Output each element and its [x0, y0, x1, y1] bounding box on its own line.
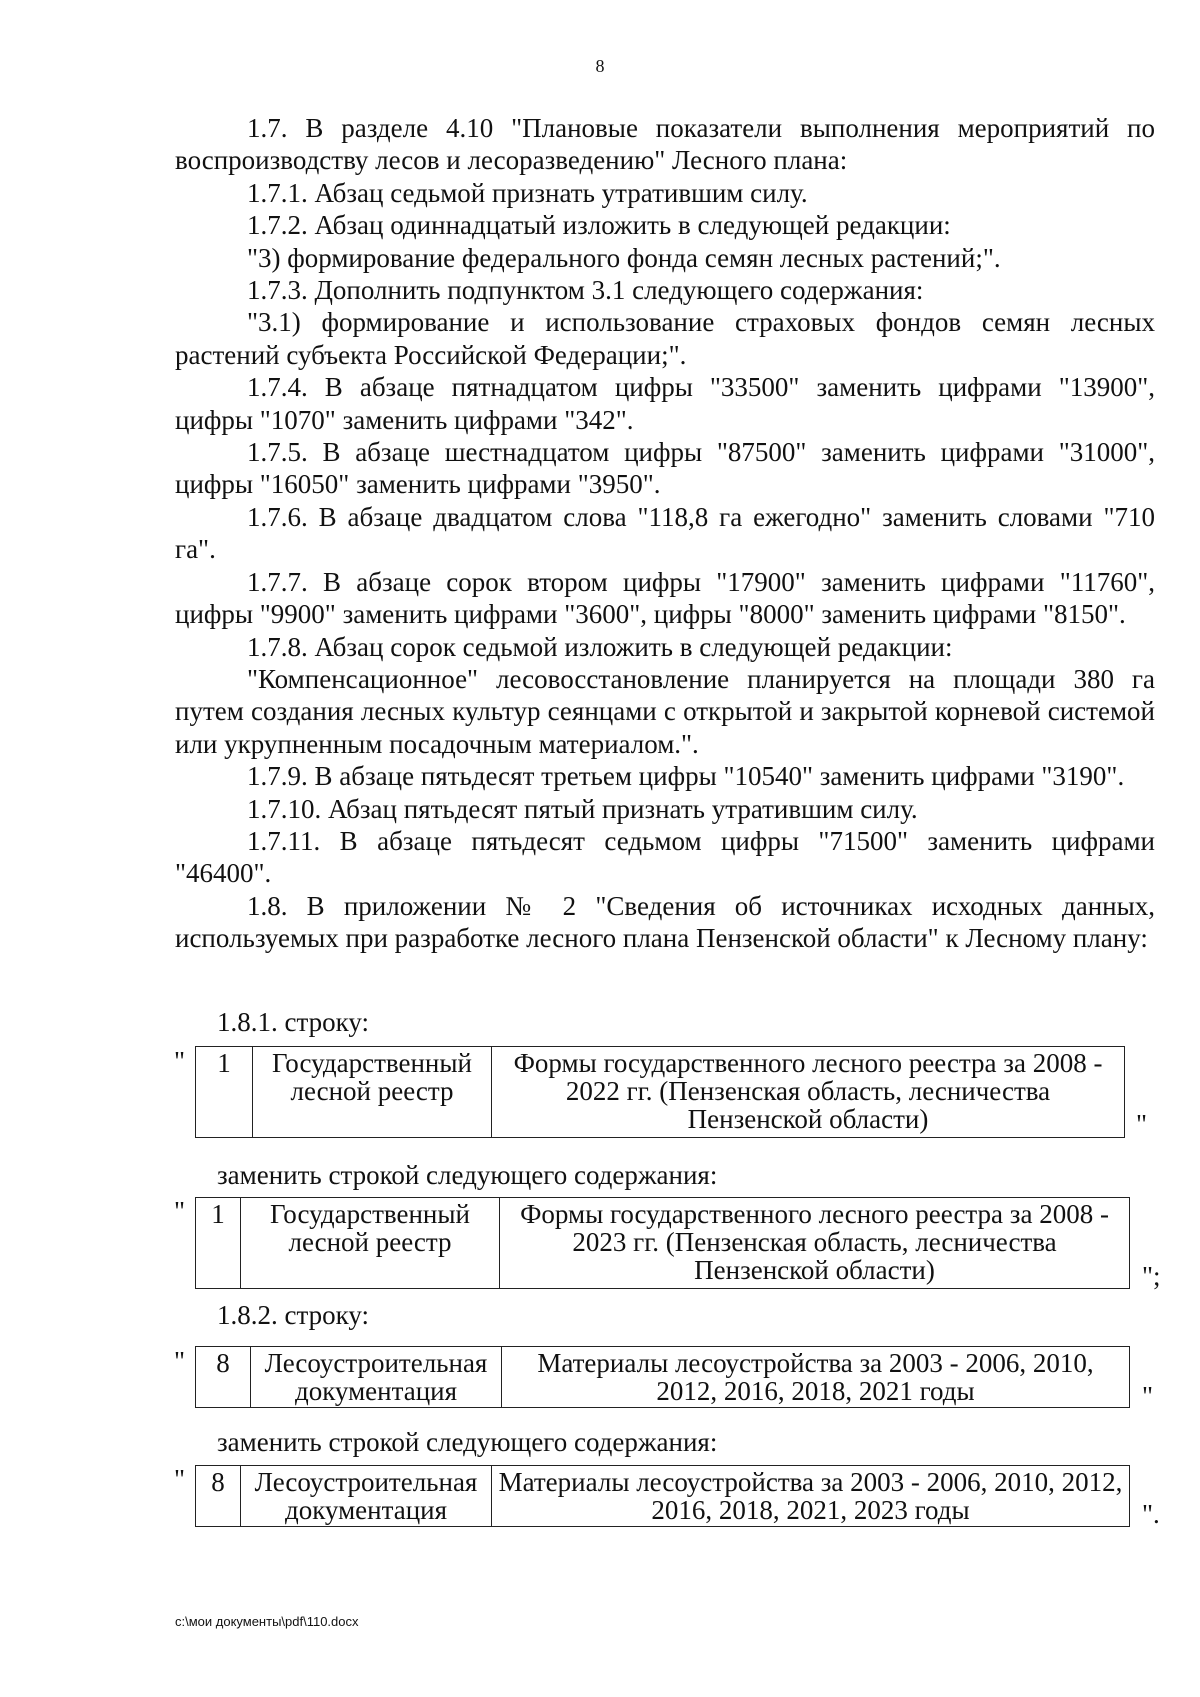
paragraph-1-7-5: 1.7.5. В абзаце шестнадцатом цифры "87500" заменить цифрами "31000", цифры "16050" заменить цифрами "3950".: [175, 437, 1155, 500]
row-number-cell: 8: [196, 1466, 241, 1527]
new-row-table-2: [195, 1465, 1130, 1527]
close-quote: ".: [1142, 1499, 1160, 1529]
paragraph-1-8: 1.8. В приложении № 2 "Сведения об источниках исходных данных, используемых при разработке лесного плана Пензенской области" к Лесному плану:: [175, 890, 1155, 954]
paragraph-1-7-10: 1.7.10. Абзац пятьдесят пятый признать утратившим силу.: [247, 793, 918, 824]
paragraph-1-7-1: 1.7.1. Абзац седьмой признать утратившим силу.: [247, 177, 808, 208]
open-quote: ": [174, 1346, 186, 1376]
paragraph-1-7-3: 1.7.3. Дополнить подпунктом 3.1 следующего содержания:: [247, 275, 924, 306]
page-number: 8: [595, 56, 605, 76]
open-quote: ": [174, 1046, 186, 1076]
table-row: [196, 1047, 1125, 1138]
old-row-table-2: [195, 1346, 1130, 1408]
row-description-cell: Материалы лесоустройства за 2003 - 2006, 2010, 2012, 2016, 2018, 2021 годы: [502, 1347, 1130, 1408]
close-quote: ": [1136, 1109, 1148, 1139]
table-row: [196, 1347, 1130, 1408]
paragraph-1-7-2: 1.7.2. Абзац одиннадцатый изложить в следующей редакции:: [247, 210, 951, 241]
replace-caption-2: заменить строкой следующего содержания:: [217, 1427, 718, 1457]
new-row-table-1: [195, 1197, 1130, 1289]
close-quote: ";: [1142, 1261, 1161, 1291]
paragraph-1-7-11: 1.7.11. В абзаце пятьдесят седьмом цифры "71500" заменить цифрами "46400".: [175, 825, 1155, 889]
paragraph-compensation-quote: "Компенсационное" лесовосстановление планируется на площади 380 га путем создания лесных культур сеянцами с открытой и закрытой корневой системой или укрупненным посадочным материалом.".: [175, 663, 1155, 759]
footer-file-path: c:\мои документы\pdf\110.docx: [175, 1614, 359, 1629]
paragraph-quote-3-1: "3.1) формирование и использование страховых фондов семян лесных растений субъекта Российской Федерации;".: [175, 307, 1155, 370]
paragraph-1-7-7: 1.7.7. В абзаце сорок втором цифры "17900" заменить цифрами "11760", цифры "9900" заменить цифрами "3600", цифры "8000" заменить цифрами "8150".: [175, 566, 1155, 630]
row-description-cell: Формы государственного лесного реестра за 2008 - 2023 гг. (Пензенская область, лесничества Пензенской области): [500, 1198, 1130, 1289]
paragraph-quote-3: "3) формирование федерального фонда семян лесных растений;".: [247, 242, 1001, 273]
row-name-cell: Государственный лесной реестр: [253, 1047, 492, 1138]
row-number-cell: 1: [196, 1198, 241, 1289]
old-row-table-1: [195, 1046, 1125, 1138]
paragraph-1-7-4: 1.7.4. В абзаце пятнадцатом цифры "33500" заменить цифрами "13900", цифры "1070" заменить цифрами "342".: [175, 372, 1155, 435]
table-row: [196, 1198, 1130, 1289]
open-quote: ": [174, 1196, 186, 1226]
row-description-cell: Материалы лесоустройства за 2003 - 2006, 2010, 2012, 2016, 2018, 2021, 2023 годы: [492, 1466, 1130, 1527]
row-description-cell: Формы государственного лесного реестра за 2008 - 2022 гг. (Пензенская область, лесничества Пензенской области): [492, 1047, 1125, 1138]
row-number-cell: 1: [196, 1047, 253, 1138]
replace-caption-1: заменить строкой следующего содержания:: [217, 1160, 718, 1190]
row-number-cell: 8: [196, 1347, 251, 1408]
row-name-cell: Лесоустроительная документация: [251, 1347, 502, 1408]
open-quote: ": [174, 1464, 186, 1494]
paragraph-1-7-9: 1.7.9. В абзаце пятьдесят третьем цифры "10540" заменить цифрами "3190".: [247, 761, 1125, 792]
paragraph-1-7: 1.7. В разделе 4.10 "Плановые показатели выполнения мероприятий по воспроизводству лесов и лесоразведению" Лесного плана:: [175, 113, 1155, 176]
close-quote: ": [1142, 1381, 1154, 1411]
section-1-8-1-heading: 1.8.1. строку:: [217, 1007, 369, 1037]
paragraph-1-7-6: 1.7.6. В абзаце двадцатом слова "118,8 га ежегодно" заменить словами "710 га".: [175, 501, 1155, 565]
paragraph-1-7-8: 1.7.8. Абзац сорок седьмой изложить в следующей редакции:: [247, 631, 953, 662]
section-1-8-2-heading: 1.8.2. строку:: [217, 1300, 369, 1330]
table-row: [196, 1466, 1130, 1527]
document-body: [175, 112, 1155, 955]
row-name-cell: Государственный лесной реестр: [241, 1198, 500, 1289]
row-name-cell: Лесоустроительная документация: [241, 1466, 492, 1527]
